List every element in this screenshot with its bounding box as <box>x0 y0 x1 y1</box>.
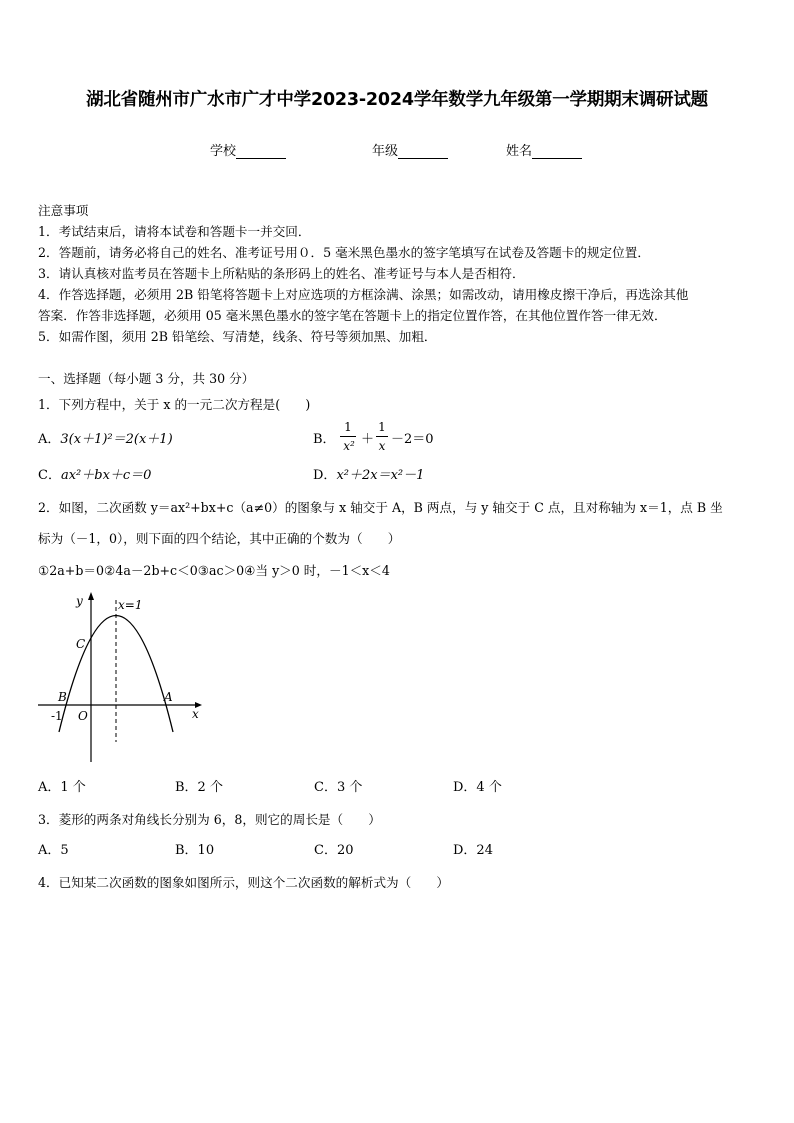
point-a-label: A <box>164 690 173 704</box>
q3-option-c[interactable]: C．20 <box>314 843 354 858</box>
notice-item: 5．如需作图，须用 2B 铅笔绘、写清楚，线条、符号等须加黑、加粗． <box>38 329 437 344</box>
name-field <box>506 140 582 159</box>
q1-option-a[interactable]: A．3(x＋1)²＝2(x＋1) <box>38 432 173 447</box>
q2-option-c[interactable]: C．3 个 <box>314 780 363 795</box>
q1-option-c[interactable]: C．ax²＋bx＋c＝0 <box>38 468 152 483</box>
question-2-stem-line2: 标为（－1，0），则下面的四个结论，其中正确的个数为（ ） <box>38 531 401 546</box>
q2-option-a[interactable]: A．1 个 <box>38 780 86 795</box>
q1-b-numerator-1: 1 <box>344 420 352 434</box>
school-field <box>210 140 286 159</box>
point-c-label: C <box>76 637 86 651</box>
school-label: 学校 <box>210 144 237 159</box>
section-heading: 一、选择题（每小题 3 分，共 30 分） <box>38 371 255 386</box>
grade-field <box>372 140 448 159</box>
x-axis-label: x <box>192 707 199 721</box>
grade-blank[interactable] <box>398 144 448 159</box>
q1-option-a-math: 3(x＋1)²＝2(x＋1) <box>60 432 173 447</box>
q2-option-b[interactable]: B．2 个 <box>175 780 223 795</box>
q1-option-d[interactable]: D．x²＋2x＝x²－1 <box>313 468 425 483</box>
q1-b-denominator-1: x² <box>343 439 355 453</box>
question-2-conclusions: ①2a+b＝0②4a－2b+c＜0③ac＞0④当 y＞0 时，－1＜x＜4 <box>38 563 390 578</box>
question-4-stem: 4．已知某二次函数的图象如图所示，则这个二次函数的解析式为（ ） <box>38 875 450 890</box>
q1-b-denominator-2: x <box>378 439 386 453</box>
notice-item: 答案．作答非选择题，必须用 05 毫米黑色墨水的签字笔在答题卡上的指定位置作答，在其他位置作答一律无效． <box>38 308 667 323</box>
point-b-label: B <box>58 690 67 704</box>
q1-b-fraction-bar-1 <box>340 436 356 437</box>
symmetry-axis-label: x=1 <box>118 598 143 612</box>
y-axis-arrow <box>88 592 94 600</box>
origin-label: O <box>78 709 88 723</box>
name-blank[interactable] <box>532 144 582 159</box>
name-label: 姓名 <box>506 144 533 159</box>
notice-item: 4．作答选择题，必须用 2B 铅笔将答题卡上对应选项的方框涂满、涂黑；如需改动，请用橡皮擦干净后，再选涂其他 <box>38 287 689 302</box>
neg-one-label: -1 <box>51 709 63 723</box>
notice-heading: 注意事项 <box>38 203 89 218</box>
q3-option-a[interactable]: A．5 <box>38 843 69 858</box>
question-2-stem-line1: 2．如图，二次函数 y＝ax²+bx+c（a≠0）的图象与 x 轴交于 A，B 两点，与 y 轴交于 C 点，且对称轴为 x＝1，点 B 坐 <box>38 500 723 515</box>
notice-item: 3．请认真核对监考员在答题卡上所粘贴的条形码上的姓名、准考证号与本人是否相符． <box>38 266 525 281</box>
q3-option-b[interactable]: B．10 <box>175 843 215 858</box>
notice-item: 2．答题前，请务必将自己的姓名、准考证号用０．5 毫米黑色墨水的签字笔填写在试卷及答题卡的规定位置． <box>38 245 650 260</box>
question-1-stem: 1．下列方程中，关于 x 的一元二次方程是( ) <box>38 397 311 412</box>
y-axis-label: y <box>76 594 83 608</box>
q1-b-numerator-2: 1 <box>378 420 386 434</box>
q3-option-d[interactable]: D．24 <box>453 843 493 858</box>
school-blank[interactable] <box>236 144 286 159</box>
grade-label: 年级 <box>372 144 399 159</box>
exam-title: 湖北省随州市广水市广才中学2023-2024学年数学九年级第一学期期末调研试题 <box>86 90 708 110</box>
exam-page: 湖北省随州市广水市广才中学2023-2024学年数学九年级第一学期期末调研试题 学校 年级 姓名 注意事项 1．考试结束后，请将本试卷和答题卡一并交回． 2．答题前，请务必将自己的姓名、准考证号用０．5 毫米黑色墨水的签字笔填写在试卷及答题卡的规定位置． 3．请认真核对监考员在答题卡上所粘贴的条形码上的姓名、准考证号与本人是否相符． 4．作答选择题，必须用 2B 铅笔将答题卡上对应选项的方框涂满、涂黑；如需改动，请用橡皮擦干净后，再选涂其他 答案．作答非选择题，必须用 05 毫米黑色墨水的签字笔在答题卡上的指定位置作答，在其他位置作答一律无效． 5．如需作图，须用 2B 铅笔绘、写清楚，线条、符号等须加黑、加粗． 一、选择题（每小题 3 分，共 30 分） 1．下列方程中，关于 x 的一元二次方程是( ) A．3(x＋1)²＝2(x＋1) B． 1 x² ＋ 1 x －2＝0 C．ax²＋bx＋c＝0 D．x²＋2x＝x²－1 2．如图，二次函数 y＝ax²+bx+c（a≠0）的图象与 x 轴交于 A，B 两点，与 y 轴交于 C 点，且对称轴为 x＝1，点 B 坐 标为（－1，0），则下面的四个结论，其中正确的个数为（ ） ①2a+b＝0②4a－2b+c＜0③ac＞0④当 y＞0 时，－1＜x＜4 y x x=1 C B A O -1 A．1 个 B．2 个 C．3 个 D．4 个 3．菱形的两条对角线长分别为 6，8，则它的周长是（ ） A．5 B．10 C．20 D．24 4．已知某二次函数的图象如图所示，则这个二次函数的解析式为（ ） <box>0 0 794 1123</box>
notice-item: 1．考试结束后，请将本试卷和答题卡一并交回． <box>38 224 311 239</box>
q1-option-d-math: x²＋2x＝x²－1 <box>336 468 425 483</box>
parabola-graph <box>36 586 216 766</box>
q1-option-c-math: ax²＋bx＋c＝0 <box>60 468 152 483</box>
q2-option-d[interactable]: D．4 个 <box>453 780 502 795</box>
q1-b-fraction-bar-2 <box>376 436 388 437</box>
question-3-stem: 3．菱形的两条对角线长分别为 6，8，则它的周长是（ ） <box>38 812 381 827</box>
